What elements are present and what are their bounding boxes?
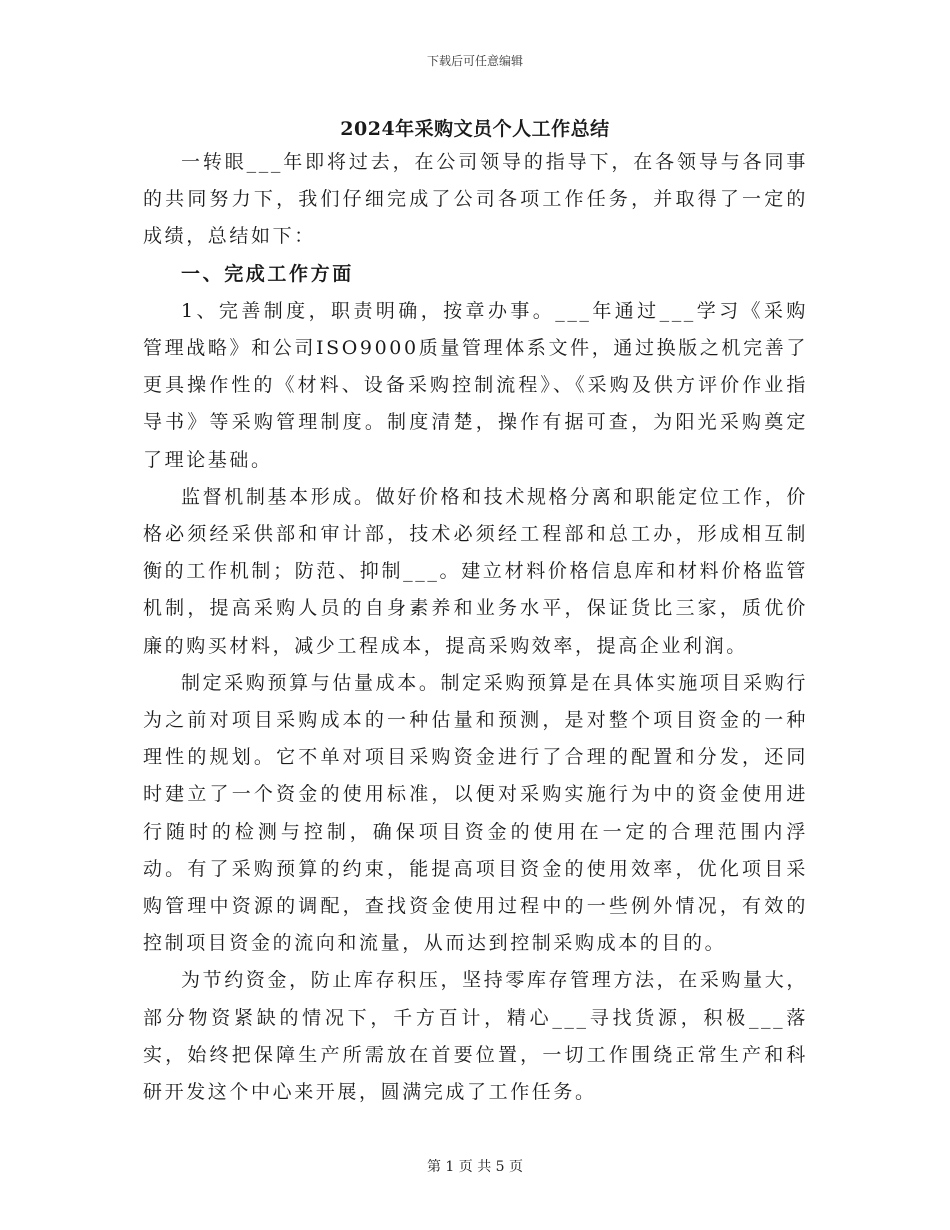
body-paragraph: 制定采购预算与估量成本。制定采购预算是在具体实施项目采购行为之前对项目采购成本的一种估量和预测，是对整个项目资金的一种理性的规划。它不单对项目采购资金进行了合理的配置和分发，还同时建立了一个资金的使用标准，以便对采购实施行为中的资金使用进行随时的检测与控制，确保项目资金的使用在一定的合理范围内浮动。有了采购预算的约束，能提高项目资金的使用效率，优化项目采购管理中资源的调配，查找资金使用过程中的一些例外情况，有效的控制项目资金的流向和流量，从而达到控制采购成本的目的。 — [143, 671, 808, 955]
page-number: 第 1 页 共 5 页 — [426, 1159, 524, 1175]
section-heading: 一、完成工作方面 — [181, 262, 354, 285]
document-title: 2024年采购文员个人工作总结 — [340, 118, 610, 140]
header-note: 下载后可任意编辑 — [426, 54, 523, 68]
body-paragraph: 为节约资金，防止库存积压，坚持零库存管理方法，在采购量大，部分物资紧缺的情况下，千方百计，精心___寻找货源，积极___落实，始终把保障生产所需放在首要位置，一切工作围绕正常生产和科研开发这个中心来开展，圆满完成了工作任务。 — [143, 969, 808, 1104]
intro-paragraph: 一转眼___年即将过去，在公司领导的指导下，在各领导与各同事的共同努力下，我们仔细完成了公司各项工作任务，并取得了一定的成绩，总结如下： — [143, 151, 808, 248]
document-body — [143, 144, 808, 1111]
body-paragraph: 监督机制基本形成。做好价格和技术规格分离和职能定位工作，价格必须经采供部和审计部，技术必须经工程部和总工办，形成相互制衡的工作机制；防范、抑制___。建立材料价格信息库和材料价格监管机制，提高采购人员的自身素养和业务水平，保证货比三家，质优价廉的购买材料，减少工程成本，提高采购效率，提高企业利润。 — [143, 485, 808, 657]
body-paragraph: 1、完善制度，职责明确，按章办事。___年通过___学习《采购管理战略》和公司ISO9000质量管理体系文件，通过换版之机完善了更具操作性的《材料、设备采购控制流程》、《采购及供方评价作业指导书》等采购管理制度。制度清楚，操作有据可查，为阳光采购奠定了理论基础。 — [143, 299, 808, 471]
